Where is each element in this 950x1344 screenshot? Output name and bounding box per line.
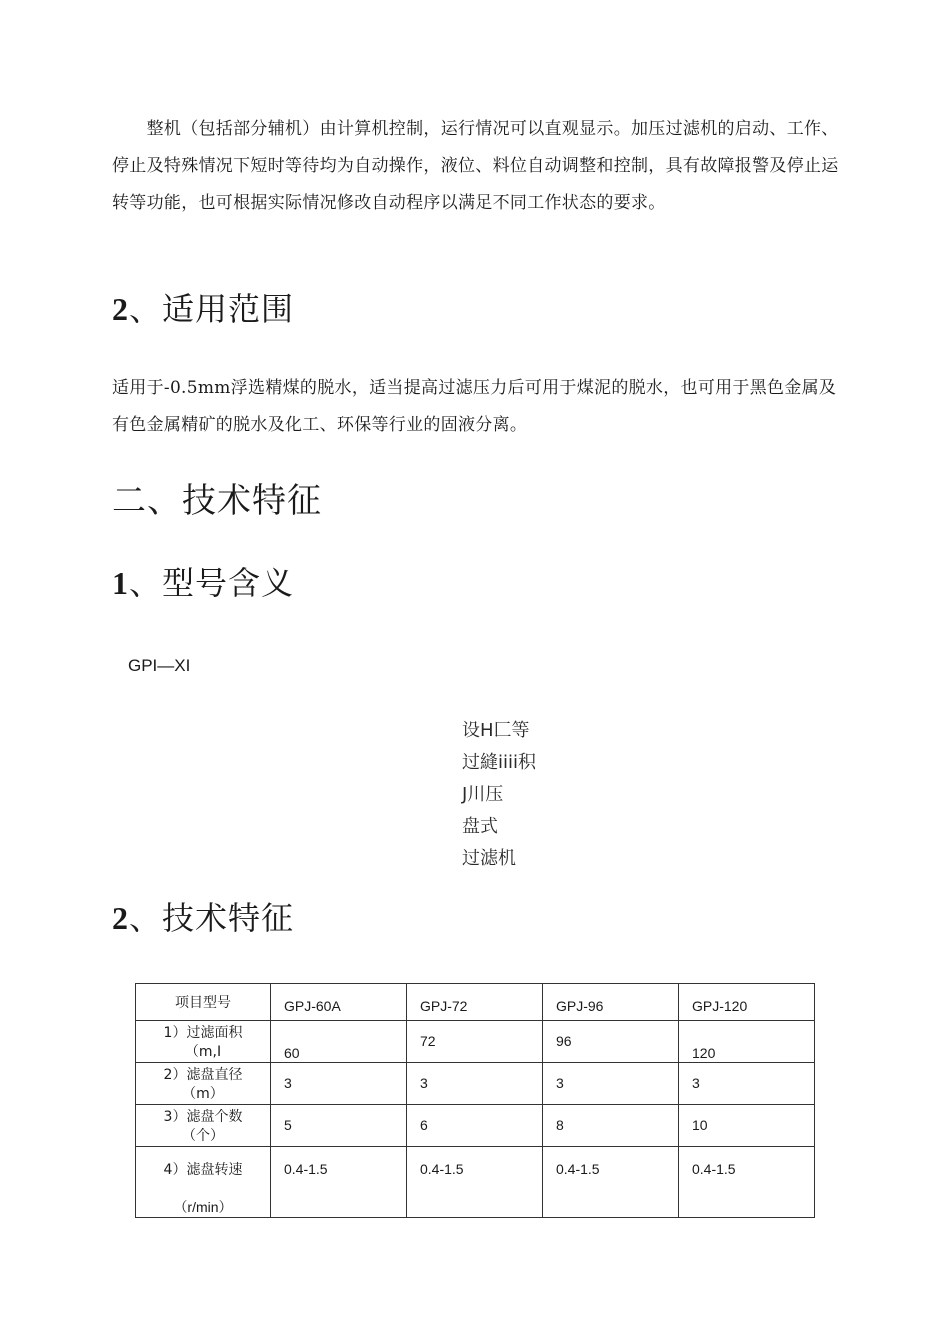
table-row [136,1021,815,1063]
table-cell: 0.4-1.5 [543,1147,679,1218]
table-cell: 10 [679,1105,815,1147]
model-legend [462,715,536,875]
table-cell: 3 [679,1063,815,1105]
model-code: GPI—XI [128,656,191,675]
section-heading-model: 1、型号含义 [112,564,295,602]
header-cell: GPJ-72 [407,984,543,1021]
row-label: 3）滤盘个数 （个） [136,1105,271,1147]
table-cell: 0.4-1.5 [679,1147,815,1218]
model-legend-item: 盘式 [462,816,498,837]
table-header-row [136,984,815,1021]
row-label: 4）滤盘转速 （r/min） [136,1147,271,1218]
table-row [136,1147,815,1218]
row-label: 2）滤盘直径 （m） [136,1063,271,1105]
scope-paragraph: 适用于-0.5mm浮选精煤的脱水，适当提高过滤压力后可用于煤泥的脱水，也可用于黑色金属及有色金属精矿的脱水及化工、环保等行业的固液分离。 [112,378,837,435]
table-cell: 0.4-1.5 [407,1147,543,1218]
header-cell: 项目型号 [136,984,271,1021]
table-cell: 0.4-1.5 [271,1147,407,1218]
table-cell: 96 [543,1021,679,1063]
table-cell: 72 [407,1021,543,1063]
chapter-title: 二、技术特征 [112,481,322,521]
header-cell: GPJ-120 [679,984,815,1021]
table-row [136,1063,815,1105]
section-heading-scope: 2、适用范围 [112,290,295,328]
table-cell: 60 [271,1021,407,1063]
model-legend-item: 设H匚等 [462,720,530,741]
model-legend-item: 过滤机 [462,848,516,869]
table-cell: 5 [271,1105,407,1147]
table-cell: 8 [543,1105,679,1147]
row-label: 1）过滤面积 （m,I [136,1021,271,1063]
table-cell: 3 [407,1063,543,1105]
table-cell: 6 [407,1105,543,1147]
table-cell: 3 [271,1063,407,1105]
model-legend-item: 过縫iiii积 [462,752,537,773]
spec-table [135,983,815,1218]
intro-paragraph: 整机（包括部分辅机）由计算机控制，运行情况可以直观显示。加压过滤机的启动、工作、停止及特殊情况下短时等待均为自动操作，液位、料位自动调整和控制，具有故障报警及停止运转等功能，也可根据实际情况修改自动程序以满足不同工作状态的要求。 [112,119,839,213]
model-legend-item: J川压 [462,784,504,805]
table-cell: 120 [679,1021,815,1063]
header-cell: GPJ-60A [271,984,407,1021]
section-heading-tech: 2、技术特征 [112,899,295,937]
header-cell: GPJ-96 [543,984,679,1021]
table-cell: 3 [543,1063,679,1105]
table-row [136,1105,815,1147]
